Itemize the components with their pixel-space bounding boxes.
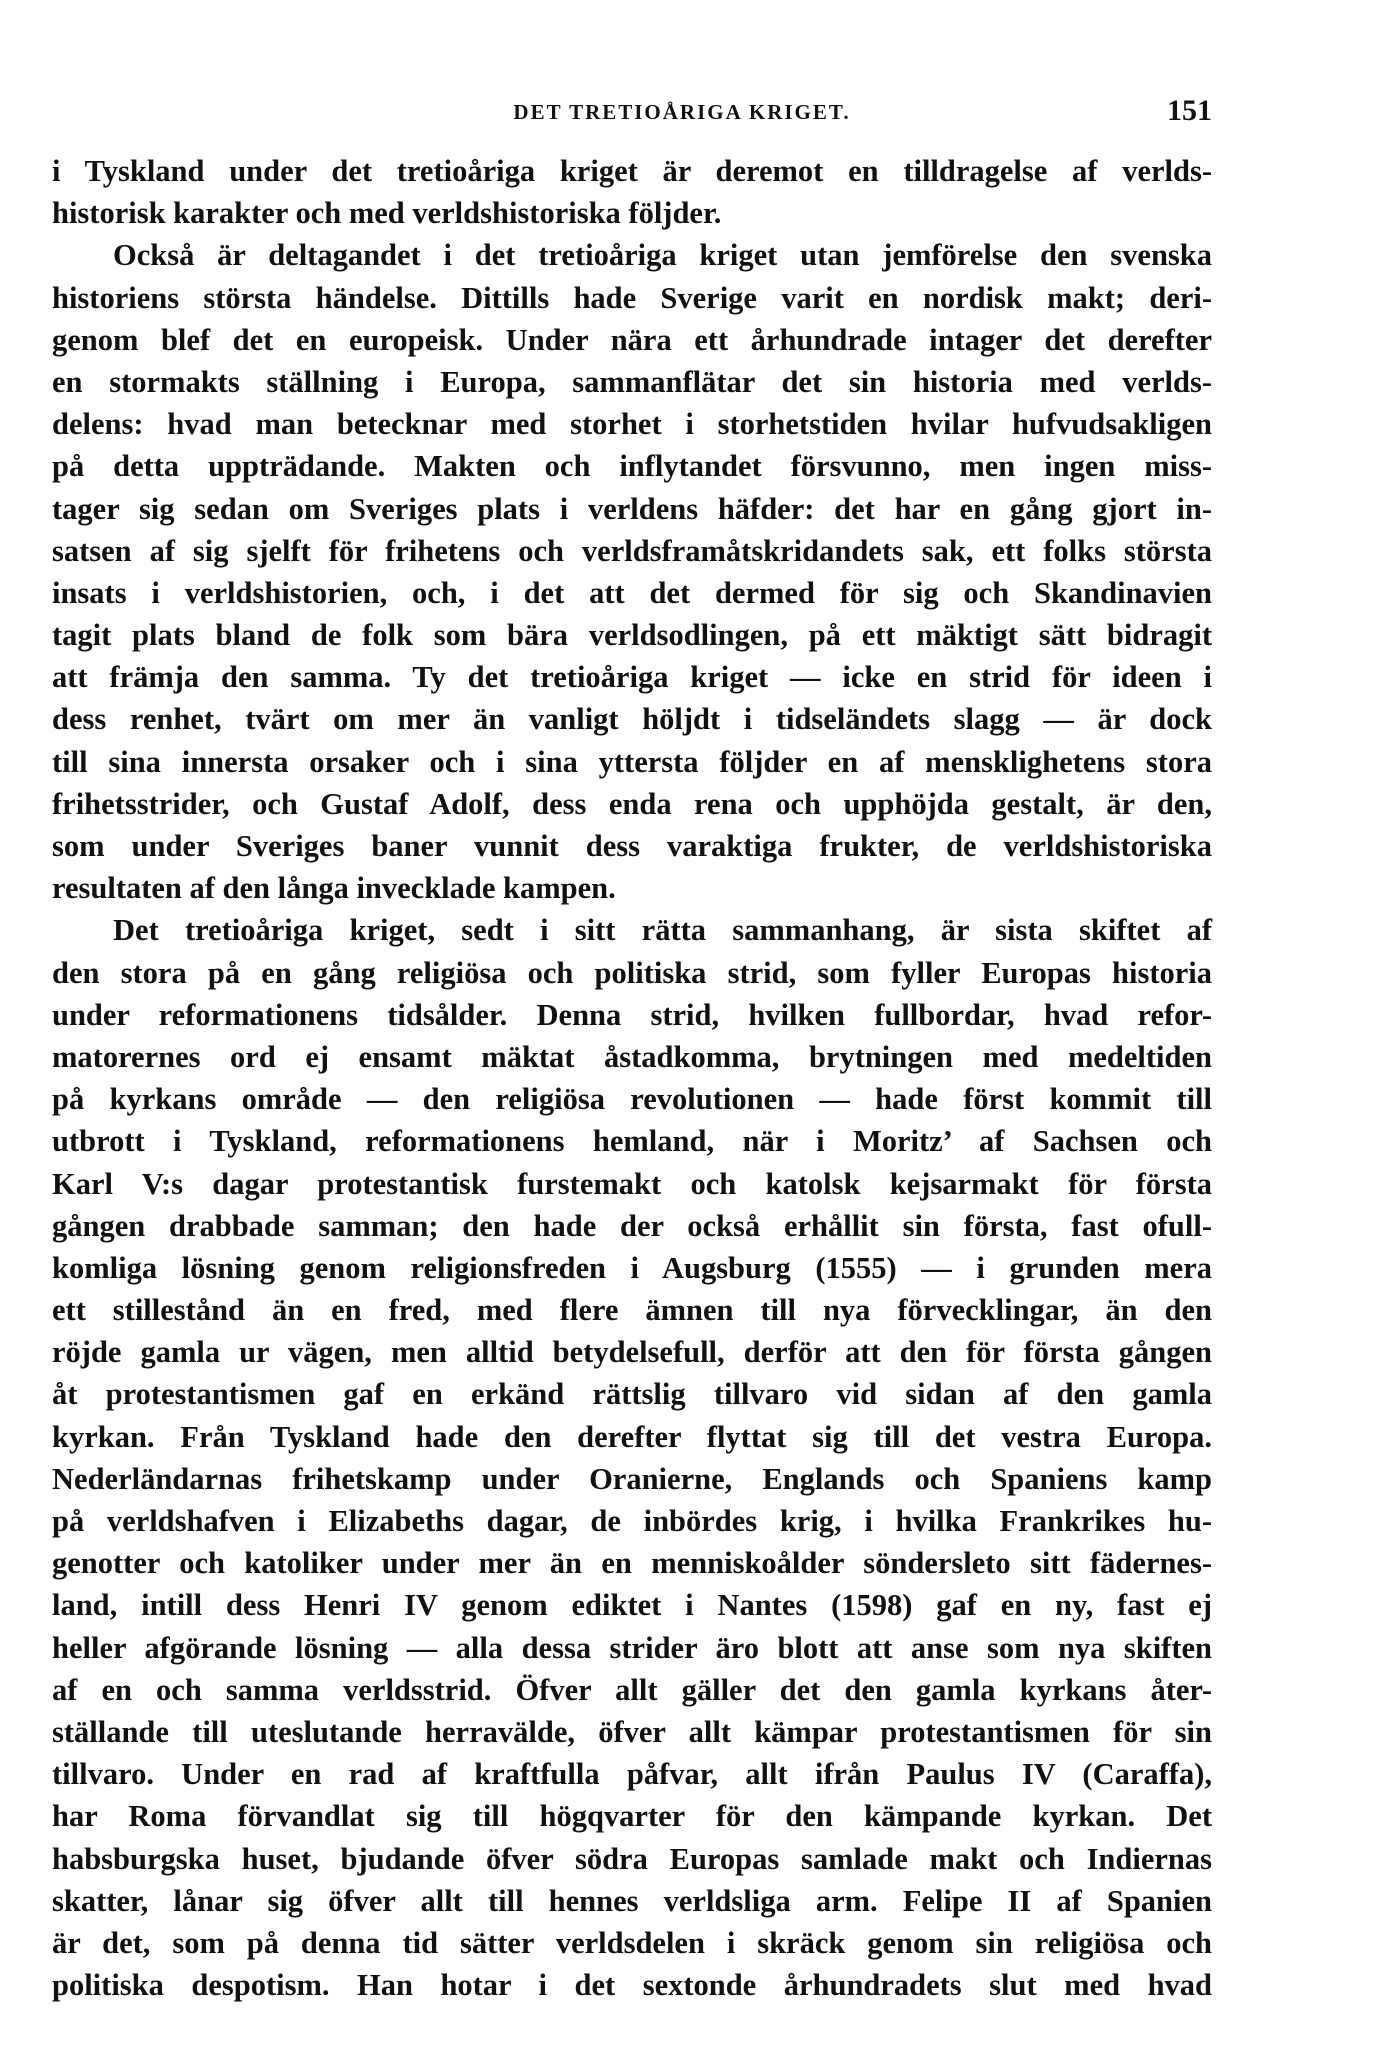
text-line: matorernes ord ej ensamt mäktat åstadkomma, brytningen med medeltiden [52, 1039, 1212, 1074]
text-line: är det, som på denna tid sätter verldsdelen i skräck genom sin religiösa och [52, 1925, 1212, 1960]
text-line: land, intill dess Henri IV genom ediktet i Nantes (1598) gaf en ny, fast ej [52, 1588, 1212, 1623]
text-line: som under Sveriges baner vunnit dess varaktiga frukter, de verldshistoriska [52, 829, 1212, 863]
text-line: tillvaro. Under en rad af kraftfulla påfvar, allt ifrån Paulus IV (Caraffa), [52, 1757, 1212, 1792]
text-line: habsburgska huset, bjudande öfver södra Europas samlade makt och Indiernas [52, 1841, 1212, 1876]
text-line: till sina innersta orsaker och i sina yttersta följder en af mensklighetens stora [52, 744, 1212, 779]
text-line: Också är deltagandet i det tretioåriga kriget utan jemförelse den svenska [113, 238, 1212, 273]
text-line: frihetsstrider, och Gustaf Adolf, dess enda rena och upphöjda gestalt, är den, [52, 786, 1212, 821]
page-number: 151 [1167, 94, 1212, 127]
text-line: ställande till uteslutande herravälde, öfver allt kämpar protestantismen för sin [52, 1714, 1212, 1749]
text-line: kyrkan. Från Tyskland hade den derefter flyttat sig till det vestra Europa. [52, 1419, 1212, 1454]
text-line: på kyrkans område — den religiösa revolutionen — hade först kommit till [52, 1082, 1212, 1117]
text-line: resultaten af den långa invecklade kampen. [52, 871, 616, 906]
text-line: skatter, lånar sig öfver allt till hennes verldsliga arm. Felipe II af Spanien [52, 1883, 1212, 1918]
text-line: i Tyskland under det tretioåriga kriget är deremot en tilldragelse af verlds- [52, 154, 1212, 188]
text-line: tager sig sedan om Sveriges plats i verldens häfder: det har en gång gjort in- [52, 491, 1212, 526]
page-header [52, 86, 1212, 138]
text-line: af en och samma verldsstrid. Öfver allt gäller det den gamla kyrkans åter- [52, 1672, 1212, 1707]
text-line: heller afgörande lösning — alla dessa strider äro blott att anse som nya skiften [52, 1630, 1212, 1665]
text-line: genotter och katoliker under mer än en menniskoålder söndersleto sitt fädernes- [52, 1546, 1212, 1581]
text-line: åt protestantismen gaf en erkänd rättslig tillvaro vid sidan af den gamla [52, 1377, 1212, 1412]
text-line: har Roma förvandlat sig till högqvarter för den kämpande kyrkan. Det [52, 1799, 1212, 1834]
text-line: satsen af sig sjelft för frihetens och verldsframåtskridandets sak, ett folks största [52, 533, 1212, 568]
text-line: Karl V:s dagar protestantisk furstemakt och katolsk kejsarmakt för första [52, 1166, 1212, 1201]
text-line: dess renhet, tvärt om mer än vanligt höljdt i tidseländets slagg — är dock [52, 702, 1212, 737]
text-line: att främja den samma. Ty det tretioåriga kriget — icke en strid för ideen i [52, 660, 1212, 695]
text-line: tagit plats bland de folk som bära verldsodlingen, på ett mäktigt sätt bidragit [52, 618, 1212, 653]
book-page [52, 86, 1212, 2006]
text-line: på verldshafven i Elizabeths dagar, de inbördes krig, i hvilka Frankrikes hu- [52, 1504, 1212, 1538]
text-line: historisk karakter och med verldshistoriska följder. [52, 196, 722, 231]
body-text [52, 150, 1212, 2006]
text-line: komliga lösning genom religionsfreden i Augsburg (1555) — i grunden mera [52, 1250, 1212, 1285]
text-line: insats i verldshistorien, och, i det att det dermed för sig och Skandinavien [52, 575, 1212, 610]
running-head: DET TRETIOÅRIGA KRIGET. [513, 100, 851, 124]
text-line: den stora på en gång religiösa och politiska strid, som fyller Europas historia [52, 955, 1212, 990]
text-line: historiens största händelse. Dittills hade Sverige varit en nordisk makt; deri- [52, 280, 1212, 315]
text-line: röjde gamla ur vägen, men alltid betydelsefull, derför att den för första gången [52, 1335, 1212, 1370]
text-line: politiska despotism. Han hotar i det sextonde århundradets slut med hvad [52, 1968, 1212, 2003]
text-line: genom blef det en europeisk. Under nära ett århundrade intager det derefter [52, 322, 1212, 357]
text-line: utbrott i Tyskland, reformationens hemland, när i Moritz’ af Sachsen och [52, 1124, 1212, 1159]
text-line: på detta uppträdande. Makten och inflytandet försvunno, men ingen miss- [52, 449, 1212, 484]
text-line: delens: hvad man betecknar med storhet i storhetstiden hvilar hufvudsakligen [52, 407, 1212, 442]
text-line: gången drabbade samman; den hade der också erhållit sin första, fast ofull- [52, 1208, 1212, 1243]
text-line: ett stillestånd än en fred, med flere ämnen till nya förvecklingar, än den [52, 1293, 1212, 1328]
text-line: under reformationens tidsålder. Denna strid, hvilken fullbordar, hvad refor- [52, 997, 1212, 1032]
text-line: en stormakts ställning i Europa, sammanflätar det sin historia med verlds- [52, 364, 1212, 399]
text-line: Nederländarnas frihetskamp under Oranierne, Englands och Spaniens kamp [52, 1461, 1212, 1496]
text-line: Det tretioåriga kriget, sedt i sitt rätta sammanhang, är sista skiftet af [113, 913, 1212, 948]
